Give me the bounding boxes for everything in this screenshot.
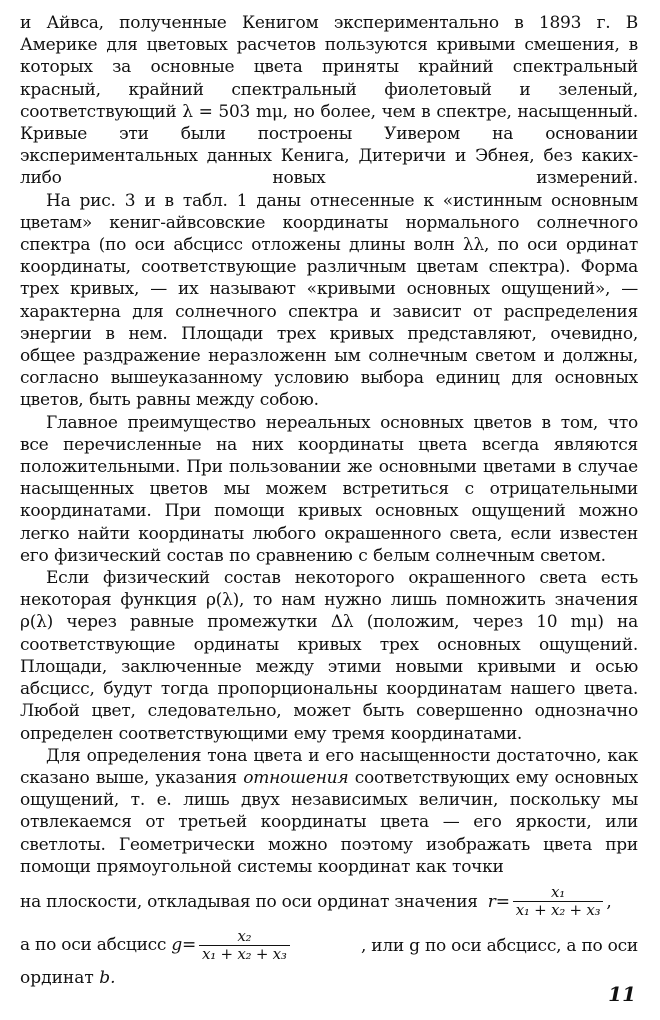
paragraph-5 bbox=[20, 745, 638, 878]
equation-r-line bbox=[20, 882, 638, 922]
paragraph-2: На рис. 3 и в табл. 1 даны отнесенные к «истинным основным цветам» кениг-айвсовские координаты нормального солнечного спектра (по оси абсцисс отложены длины волн λλ, по оси ординат координаты, соответствующие различным цветам спектра). Форма трех кривых, — их называют «кривыми основных ощущений», — характерна для солнечного спектра и зависит от распределения энергии в нем. Площади трех кривых представляют, очевидно, общее раздражение неразложенн ым солнечным светом и должны, согласно вышеуказанному условию выбора единиц для основных цветов, быть равны между собою. bbox=[20, 190, 638, 411]
paragraph-3: Главное преимущество нереальных основных цветов в том, что все перечисленные на них координаты цвета всегда являются положительными. При пользовании же основными цветами в случае насыщенных цветов мы можем встретиться с отрицательными координатами. При помощи кривых основных ощущений можно легко найти координаты любого окрашенного света, если известен его физический состав по сравнению с белым солнечным светом. bbox=[20, 412, 638, 566]
fraction-r bbox=[513, 884, 604, 919]
fraction-r-denominator: x₁ + x₂ + x₃ bbox=[513, 901, 604, 919]
equation-g-variable: g bbox=[171, 935, 182, 956]
fraction-g-denominator: x₁ + x₂ + x₃ bbox=[199, 945, 290, 963]
fraction-r-numerator: x₁ bbox=[551, 883, 565, 902]
fraction-g-numerator: x₂ bbox=[237, 927, 252, 946]
paragraph-1: и Айвса, полученные Кенигом экспериментально в 1893 г. В Америке для цветовых расчетов пользуются кривыми смешения, в которых за основные цвета приняты крайний спектральный красный, крайний спектральный фиолетовый и зеленый, соответствующий λ = 503 mμ, но более, чем в спектре, насыщенный. Кривые эти были построены Уивером на основании экспериментальных данных Кенига, Дитеричи и Эбнея, без каких-либо новых измерений. bbox=[20, 13, 638, 189]
emphasis-relation: отношения bbox=[243, 767, 349, 788]
equation-g-line bbox=[20, 926, 638, 966]
paragraph-4: Если физический состав некоторого окрашенного света есть некоторая функция ρ(λ), то нам нужно лишь помножить значения ρ(λ) через равные промежутки Δλ (положим, через 10 mμ) на соответствующие ординаты кривых трех основных ощущений. Площади, заключенные между этими новыми кривыми и осью абсцисс, будут тогда пропорциональны координатам нашего цвета. Любой цвет, следовательно, может быть совершенно однозначно определен соответствующими ему тремя координатами. bbox=[20, 568, 638, 744]
equals-sign: = bbox=[495, 891, 510, 912]
final-line bbox=[20, 968, 638, 988]
equals-sign: = bbox=[182, 935, 196, 956]
equation-r-variable: r bbox=[487, 891, 496, 912]
equation-r-tail: , bbox=[606, 891, 612, 912]
page-body bbox=[20, 12, 638, 988]
equation-g-lead: а по оси абсцисс bbox=[20, 935, 167, 956]
paragraph-5-tail: соответствующих ему основных ощущений, т. е. лишь двух независимых величин, поскольку мы отвлекаемся от третьей координаты цвета — его яркости, или светлоты. Геометрически можно поэтому изображать цвета при помощи прямоугольной системы координат как точки bbox=[20, 767, 638, 877]
final-line-variable: b. bbox=[99, 967, 116, 988]
paragraph-5-lead: Для определения тона цвета и его насыщенности достаточно, как сказано выше, указания bbox=[20, 745, 638, 788]
final-line-text: ординат bbox=[20, 967, 94, 988]
equation-g-tail: , или g по оси абсцисс, а по оси bbox=[360, 935, 638, 956]
equation-r-lead: на плоскости, откладывая по оси ординат значения bbox=[20, 891, 478, 912]
equation-g-left bbox=[20, 928, 293, 963]
page-number: 11 bbox=[608, 982, 636, 1006]
fraction-g bbox=[199, 928, 290, 963]
